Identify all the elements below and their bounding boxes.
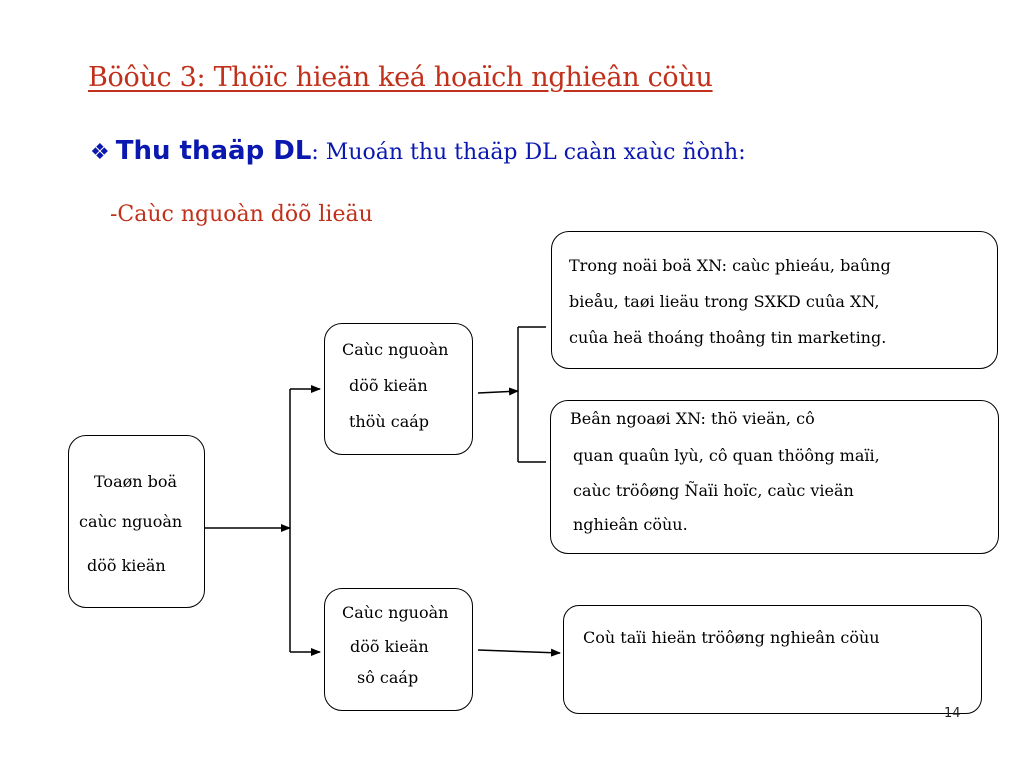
- subheading: -Caùc nguoàn döõ lieäu: [110, 202, 373, 227]
- root-line-1: Toaøn boä: [94, 472, 178, 491]
- secondary-line-3: thöù caáp: [349, 412, 430, 431]
- primary-sources-box: [324, 588, 473, 711]
- internal-line-2: bieåu, taøi lieäu trong SXKD cuûa XN,: [569, 292, 880, 311]
- field-sources-box: [563, 605, 982, 714]
- internal-line-1: Trong noäi boä XN: caùc phieáu, baûng: [569, 256, 891, 275]
- bullet-text: : Muoán thu thaäp DL caàn xaùc ñònh:: [311, 140, 746, 165]
- diamond-bullet-icon: ❖: [90, 140, 110, 165]
- primary-line-3: sô caáp: [357, 668, 419, 687]
- secondary-line-2: döõ kieän: [349, 376, 428, 395]
- internal-line-3: cuûa heä thoáng thoâng tin marketing.: [569, 328, 887, 347]
- arrow-primary-to-field: [478, 650, 560, 653]
- external-line-3: caùc tröôøng Ñaïi hoïc, caùc vieän: [573, 481, 854, 500]
- internal-sources-box: [551, 231, 998, 369]
- arrow-secondary-to-bracket: [478, 391, 518, 393]
- slide-title: Böôùc 3: Thöïc hieän keá hoaïch nghieân cöùu: [88, 62, 713, 93]
- external-line-1: Beân ngoaøi XN: thö vieän, cô: [570, 409, 815, 428]
- root-line-2: caùc nguoàn: [79, 512, 183, 531]
- secondary-sources-box: [324, 323, 473, 455]
- bullet-heading: Thu thaäp DL: [115, 136, 312, 166]
- root-line-3: döõ kieän: [87, 556, 166, 575]
- field-line-1: Coù taïi hieän tröôøng nghieân cöùu: [583, 628, 880, 647]
- secondary-line-1: Caùc nguoàn: [342, 340, 449, 359]
- page-number: 14: [944, 706, 961, 721]
- external-line-4: nghieân cöùu.: [573, 515, 688, 534]
- external-sources-box: [550, 400, 999, 554]
- primary-line-2: döõ kieän: [350, 637, 429, 656]
- external-line-2: quan quaûn lyù, cô quan thöông maïi,: [573, 446, 880, 465]
- primary-line-1: Caùc nguoàn: [342, 603, 449, 622]
- root-sources-box: [68, 435, 205, 608]
